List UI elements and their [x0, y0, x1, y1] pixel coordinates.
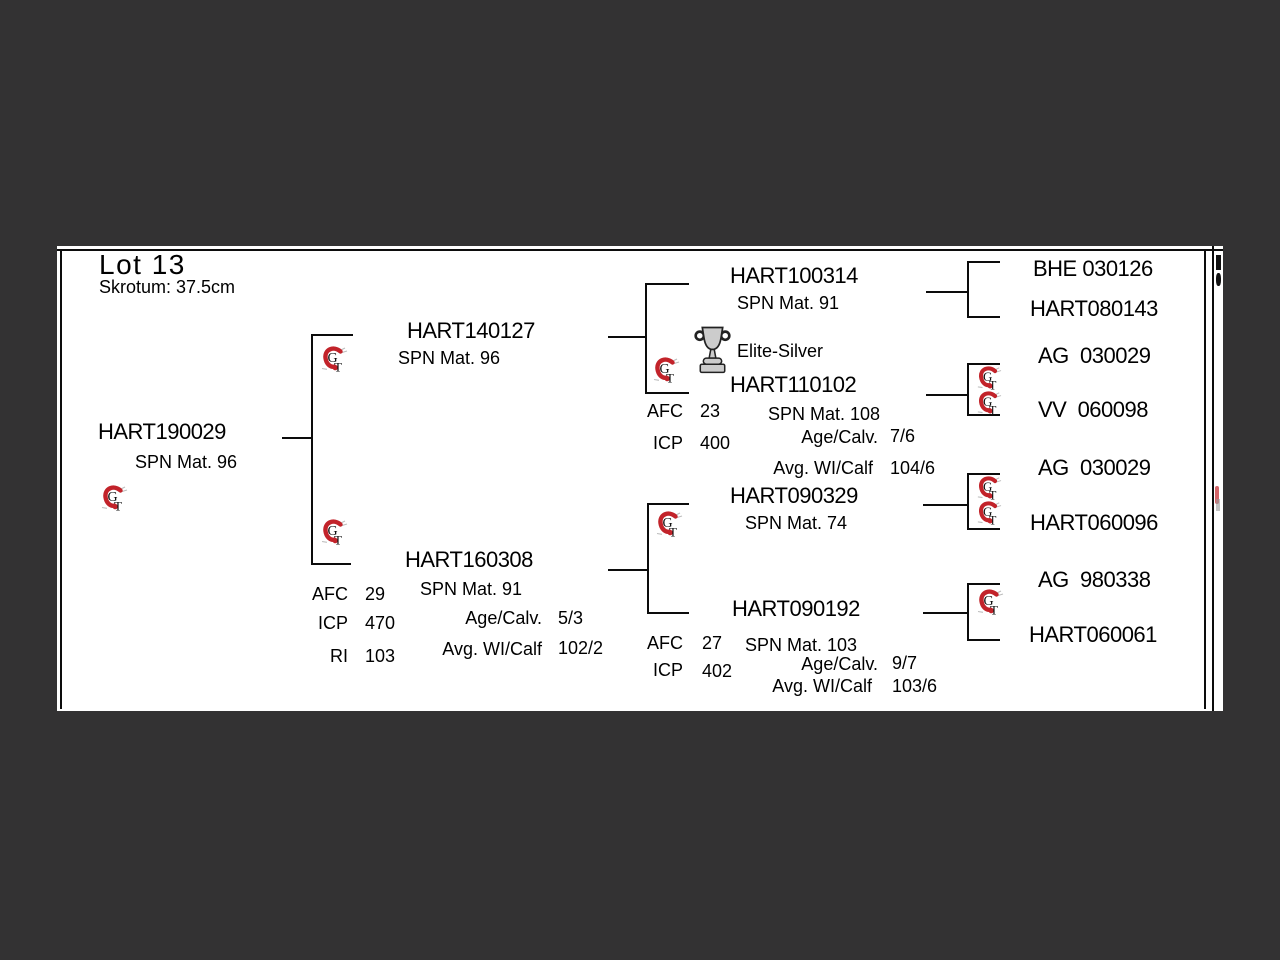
pedigree-line-dam — [608, 569, 649, 571]
page2-text-fragment — [1216, 273, 1221, 286]
stat-label-icp: ICP — [652, 660, 683, 680]
pedigree-bracket-sd-parents — [967, 363, 969, 416]
pedigree-line-dam-arm — [311, 563, 351, 565]
gt-logo-icon — [976, 365, 1002, 391]
award-label: Elite-Silver — [737, 341, 824, 361]
page2-text-fragment — [1216, 255, 1221, 270]
stat-label-avg-wi: Avg. WI/Calf — [772, 676, 872, 696]
animal-id-ss-dam: HART080143 — [1030, 296, 1158, 321]
pedigree-bracket-gen2 — [311, 334, 313, 565]
pedigree-line-dsd-arm — [967, 528, 1000, 530]
animal-id-sd-sire: AG 030029 — [1038, 343, 1151, 368]
scrotum-measurement: Skrotum: 37.5cm — [99, 277, 236, 297]
spn-dam-dam: SPN Mat. 103 — [745, 635, 858, 655]
gt-logo-icon — [976, 475, 1002, 501]
stat-value-avg-wi-sire-dam: 104/6 — [890, 458, 936, 478]
gt-logo-icon — [652, 356, 680, 384]
stat-label-ri: RI — [330, 646, 348, 666]
spn-dam-sire: SPN Mat. 74 — [745, 513, 848, 533]
stat-value-avg-wi-dam-dam: 103/6 — [892, 676, 938, 696]
pedigree-line-ds — [923, 504, 969, 506]
pedigree-bracket-ds-parents — [967, 473, 969, 530]
pedigree-bracket-sire-parents — [645, 283, 647, 394]
stat-label-age-calv: Age/Calv. — [465, 608, 542, 628]
stat-label-avg-wi: Avg. WI/Calf — [442, 639, 542, 659]
catalog-page — [57, 246, 1214, 711]
stat-value-afc-sire-dam: 23 — [700, 401, 721, 421]
page-left-rule — [60, 249, 62, 709]
stat-label-avg-wi: Avg. WI/Calf — [773, 458, 873, 478]
stat-label-age-calv: Age/Calv. — [801, 427, 878, 447]
pedigree-line-sire-arm — [311, 334, 353, 336]
stat-label-afc: AFC — [647, 633, 683, 653]
pedigree-line-sss-arm — [967, 261, 1000, 263]
animal-id-dam: HART160308 — [405, 547, 533, 572]
stat-value-age-calv-sire-dam: 7/6 — [890, 426, 916, 446]
animal-id-sd-dam: VV 060098 — [1038, 397, 1148, 422]
page-top-rule — [57, 249, 1212, 251]
page-right-rule — [1204, 249, 1206, 709]
animal-id-dd-dam: HART060061 — [1029, 622, 1157, 647]
lot-title: Lot 13 — [99, 249, 186, 280]
animal-id-sire-dam: HART110102 — [730, 372, 857, 397]
gt-logo-icon — [976, 500, 1002, 526]
pedigree-bracket-dd-parents — [967, 583, 969, 641]
pedigree-line-root — [282, 437, 313, 439]
pedigree-bracket-ss-parents — [967, 261, 969, 318]
stat-value-age-calv-dam-dam: 9/7 — [892, 653, 918, 673]
spn-dam: SPN Mat. 91 — [420, 579, 523, 599]
pedigree-line-sire — [608, 336, 647, 338]
trophy-icon — [694, 325, 731, 380]
animal-id-dam-sire: HART090329 — [730, 483, 858, 508]
spn-root: SPN Mat. 96 — [135, 452, 238, 472]
gt-logo-icon — [100, 484, 128, 512]
next-page-edge — [1214, 246, 1223, 711]
stat-label-icp: ICP — [317, 613, 348, 633]
stat-value-afc-dam: 29 — [365, 584, 386, 604]
pedigree-line-ss-arm — [645, 283, 689, 285]
stat-value-icp-dam: 470 — [365, 613, 396, 633]
animal-id-ds-dam: HART060096 — [1030, 510, 1158, 535]
animal-id-root: HART190029 — [98, 419, 226, 444]
animal-id-dd-sire: AG 980338 — [1038, 567, 1151, 592]
pedigree-line-dd-arm — [647, 612, 689, 614]
gt-logo-icon — [320, 518, 348, 546]
pedigree-line-dds-arm — [967, 583, 1000, 585]
stat-value-icp-sire-dam: 400 — [700, 433, 731, 453]
pedigree-line-sd — [926, 394, 969, 396]
spn-sire: SPN Mat. 96 — [398, 348, 501, 368]
pedigree-line-dd — [923, 612, 969, 614]
animal-id-dam-dam: HART090192 — [732, 596, 860, 621]
pedigree-line-ssd-arm — [967, 316, 1000, 318]
page2-top-rule — [1214, 249, 1223, 251]
spn-sire-sire: SPN Mat. 91 — [737, 293, 840, 313]
pedigree-line-ddd-arm — [967, 639, 1000, 641]
stat-label-afc: AFC — [647, 401, 683, 421]
gt-logo-icon — [655, 510, 683, 538]
stat-label-age-calv: Age/Calv. — [801, 654, 878, 674]
gt-logo-icon — [320, 345, 348, 373]
stat-value-ri-dam: 103 — [365, 646, 396, 666]
stat-value-icp-dam-dam: 402 — [702, 661, 733, 681]
animal-id-ds-sire: AG 030029 — [1038, 455, 1151, 480]
stat-value-age-calv-dam: 5/3 — [558, 608, 584, 628]
stat-label-icp: ICP — [652, 433, 683, 453]
pedigree-bracket-dam-parents — [647, 503, 649, 614]
gt-logo-icon — [976, 588, 1004, 616]
animal-id-sire: HART140127 — [407, 318, 535, 343]
animal-id-ss-sire: BHE 030126 — [1033, 256, 1153, 281]
pedigree-line-ds-arm — [647, 503, 689, 505]
stat-value-afc-dam-dam: 27 — [702, 633, 723, 653]
spn-sire-dam: SPN Mat. 108 — [768, 404, 881, 424]
gt-logo-icon — [976, 390, 1002, 416]
stat-label-afc: AFC — [312, 584, 348, 604]
page2-logo-fragment — [1216, 499, 1220, 511]
pedigree-line-sd-arm — [645, 392, 689, 394]
animal-id-sire-sire: HART100314 — [730, 263, 858, 288]
stat-value-avg-wi-dam: 102/2 — [558, 638, 604, 658]
pedigree-line-ss — [926, 291, 969, 293]
